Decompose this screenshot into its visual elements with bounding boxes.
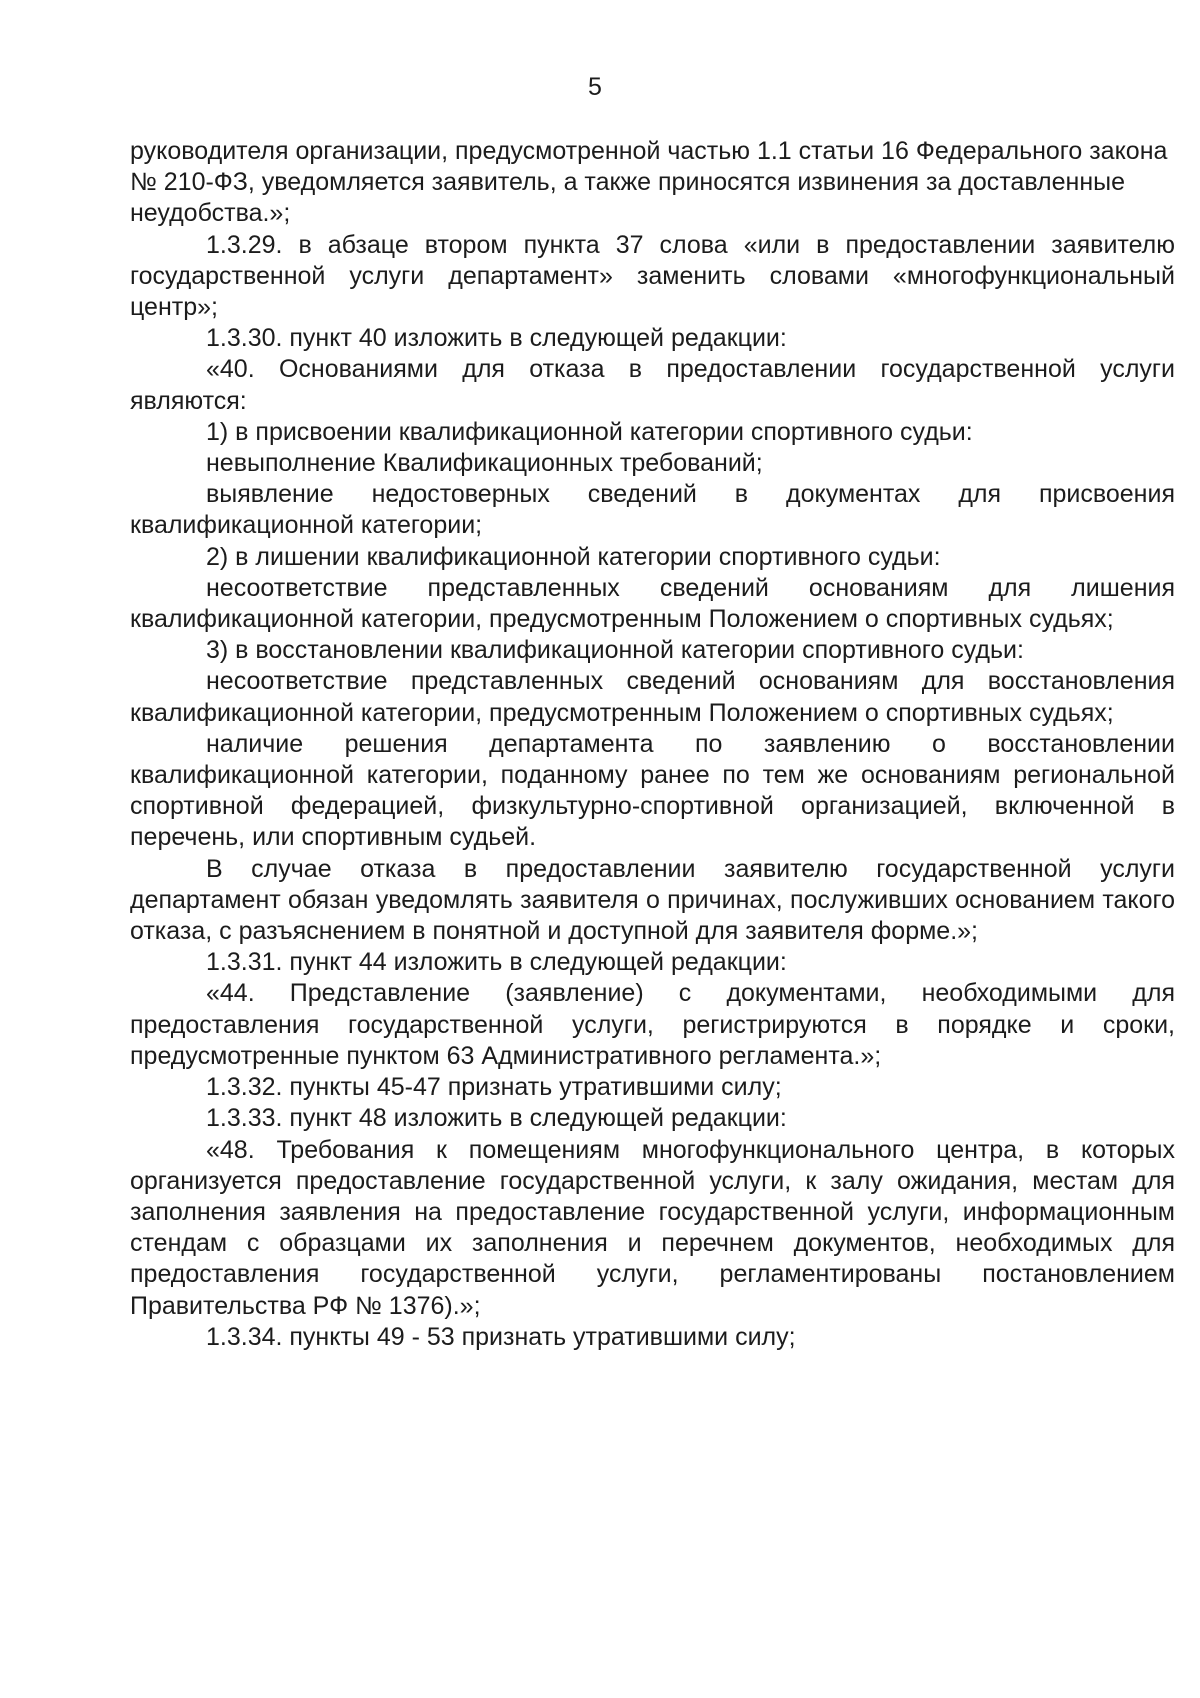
paragraph: выявление недостоверных сведений в документах для присвоения квалификационной категории; xyxy=(130,480,1175,540)
document-body xyxy=(130,136,1175,1353)
paragraph: невыполнение Квалификационных требований; xyxy=(206,449,763,478)
paragraph: В случае отказа в предоставлении заявителю государственной услуги департамент обязан уведомлять заявителя о причинах, послуживших основанием такого отказа, с разъяснением в понятной и доступной для заявителя форме.»; xyxy=(130,854,1175,946)
paragraph: 1.3.33. пункт 48 изложить в следующей редакции: xyxy=(206,1104,787,1133)
paragraph: «48. Требования к помещениям многофункционального центра, в которых организуется предоставление государственной услуги, к залу ожидания, местам для заполнения заявления на предоставление государственной услуги, информационным стендам с образцами их заполнения и перечнем документов, необходимых для предоставления государственной услуги, регламентированы постановлением Правительства РФ № 1376).»; xyxy=(130,1135,1175,1320)
paragraph: «40. Основаниями для отказа в предоставлении государственной услуги являются: xyxy=(130,355,1175,415)
paragraph: 3) в восстановлении квалификационной категории спортивного судьи: xyxy=(206,636,1024,665)
page-number: 5 xyxy=(588,73,602,101)
paragraph: 1.3.29. в абзаце втором пункта 37 слова «или в предоставлении заявителю государственной услуги департамент» заменить словами «многофункциональный центр»; xyxy=(130,230,1175,322)
paragraph: 1) в присвоении квалификационной категории спортивного судьи: xyxy=(206,417,973,446)
paragraph: «44. Представление (заявление) с документами, необходимыми для предоставления государственной услуги, регистрируются в порядке и сроки, предусмотренные пунктом 63 Административного регламента.»; xyxy=(130,979,1175,1070)
paragraph: 2) в лишении квалификационной категории спортивного судьи: xyxy=(206,542,941,571)
paragraph: 1.3.34. пункты 49 - 53 признать утратившими силу; xyxy=(206,1322,796,1351)
paragraph: руководителя организации, предусмотренной частью 1.1 статьи 16 Федерального закона № 210-ФЗ, уведомляется заявитель, а также приносятся извинения за доставленные неудобства.»; xyxy=(130,137,1168,228)
paragraph: 1.3.32. пункты 45-47 признать утратившими силу; xyxy=(206,1073,782,1102)
paragraph: несоответствие представленных сведений основаниям для восстановления квалификационной категории, предусмотренным Положением о спортивных судьях; xyxy=(130,667,1175,727)
paragraph: наличие решения департамента по заявлению о восстановлении квалификационной категории, поданному ранее по тем же основаниям региональной спортивной федерацией, физкультурно-спортивной организацией, включенной в перечень, или спортивным судьей. xyxy=(130,729,1175,852)
paragraph: 1.3.31. пункт 44 изложить в следующей редакции: xyxy=(206,948,787,977)
paragraph: несоответствие представленных сведений основаниям для лишения квалификационной категории, предусмотренным Положением о спортивных судьях; xyxy=(130,573,1175,634)
paragraph: 1.3.30. пункт 40 изложить в следующей редакции: xyxy=(206,324,787,353)
